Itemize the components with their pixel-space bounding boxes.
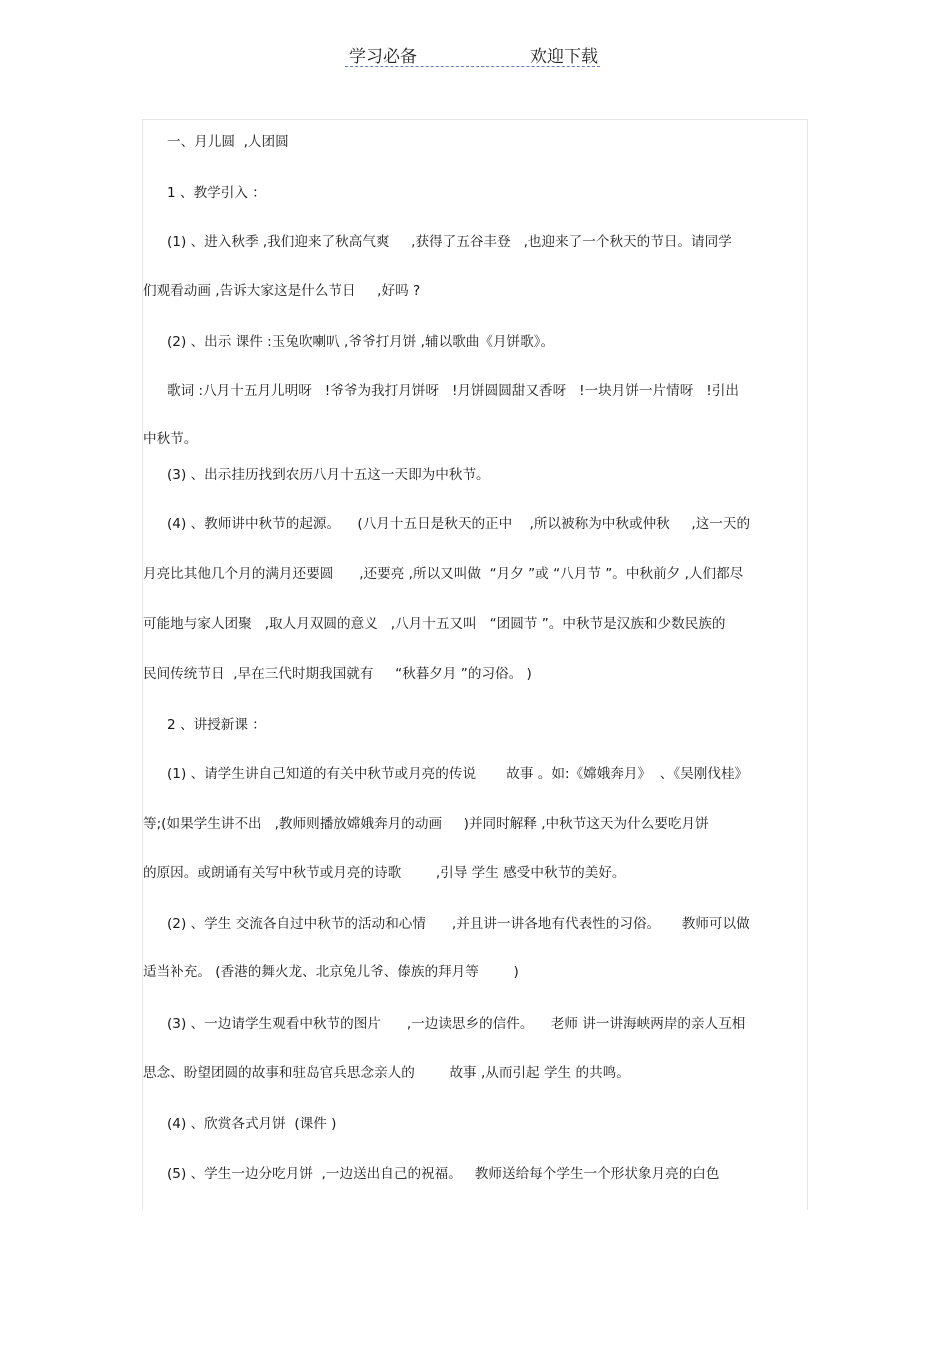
document-body (142, 119, 808, 1210)
paragraph-line: 月亮比其他几个月的满月还要圆 ,还要亮 ,所以又叫做 “月夕 ”或 “八月节 ”。中秋前夕 ,人们都尽 (143, 566, 744, 582)
paragraph-line: (3) 、一边请学生观看中秋节的图片 ,一边读思乡的信件。 老师 讲一讲海峡两岸的亲人互相 (167, 1016, 746, 1032)
paragraph-line: 可能地与家人团聚 ,取人月双圆的意义 ,八月十五又叫 “团圆节 ”。中秋节是汉族和少数民族的 (143, 616, 726, 632)
paragraph-line: 适当补充。 (香港的舞火龙、北京兔儿爷、傣族的拜月等 ) (143, 964, 519, 980)
paragraph-line: 思念、盼望团圆的故事和驻岛官兵思念亲人的 故事 ,从而引起 学生 的共鸣。 (143, 1065, 630, 1081)
paragraph-line: 的原因。或朗诵有关写中秋节或月亮的诗歌 ,引导 学生 感受中秋节的美好。 (143, 865, 626, 881)
paragraph-line: (4) 、教师讲中秋节的起源。 (八月十五日是秋天的正中 ,所以被称为中秋或仲秋 ,这一天的 (167, 516, 751, 532)
paragraph-line: (2) 、学生 交流各自过中秋节的活动和心情 ,并且讲一讲各地有代表性的习俗。 教师可以做 (167, 916, 750, 932)
paragraph-line: 歌词 :八月十五月儿明呀 !爷爷为我打月饼呀 !月饼圆圆甜又香呀 !一块月饼一片情呀 !引出 (167, 383, 739, 399)
header-left-text: 学习必备 (349, 47, 417, 67)
paragraph-line: (4) 、欣赏各式月饼 (课件 ) (167, 1116, 337, 1132)
paragraph-line: (1) 、进入秋季 ,我们迎来了秋高气爽 ,获得了五谷丰登 ,也迎来了一个秋天的节日。请同学 (167, 234, 732, 250)
subsection-heading: 2 、讲授新课 ： (167, 717, 266, 733)
page-header (345, 40, 600, 67)
header-right-text: 欢迎下载 (530, 47, 598, 67)
section-heading: 一、月儿圆 ,人团圆 (167, 134, 289, 150)
paragraph-line: (2) 、出示 课件 :玉兔吹喇叭 ,爷爷打月饼 ,辅以歌曲《月饼歌》。 (167, 334, 555, 350)
paragraph-line: (1) 、请学生讲自己知道的有关中秋节或月亮的传说 故事 。如:《嫦娥奔月》 、《吴刚伐桂》 (167, 766, 749, 782)
paragraph-line: (3) 、出示挂历找到农历八月十五这一天即为中秋节。 (167, 467, 490, 483)
paragraph-line: 民间传统节日 ,早在三代时期我国就有 “秋暮夕月 ”的习俗。 ) (143, 666, 532, 682)
subsection-heading: 1 、教学引入 ： (167, 185, 266, 201)
paragraph-line: (5) 、学生一边分吃月饼 ,一边送出自己的祝福。 教师送给每个学生一个形状象月亮的白色 (167, 1166, 720, 1182)
paragraph-line: 等;(如果学生讲不出 ,教师则播放嫦娥奔月的动画 )并同时解释 ,中秋节这天为什么要吃月饼 (143, 816, 709, 832)
paragraph-line: 中秋节。 (143, 431, 198, 447)
paragraph-line: 们观看动画 ,告诉大家这是什么节日 ,好吗 ? (143, 283, 421, 299)
